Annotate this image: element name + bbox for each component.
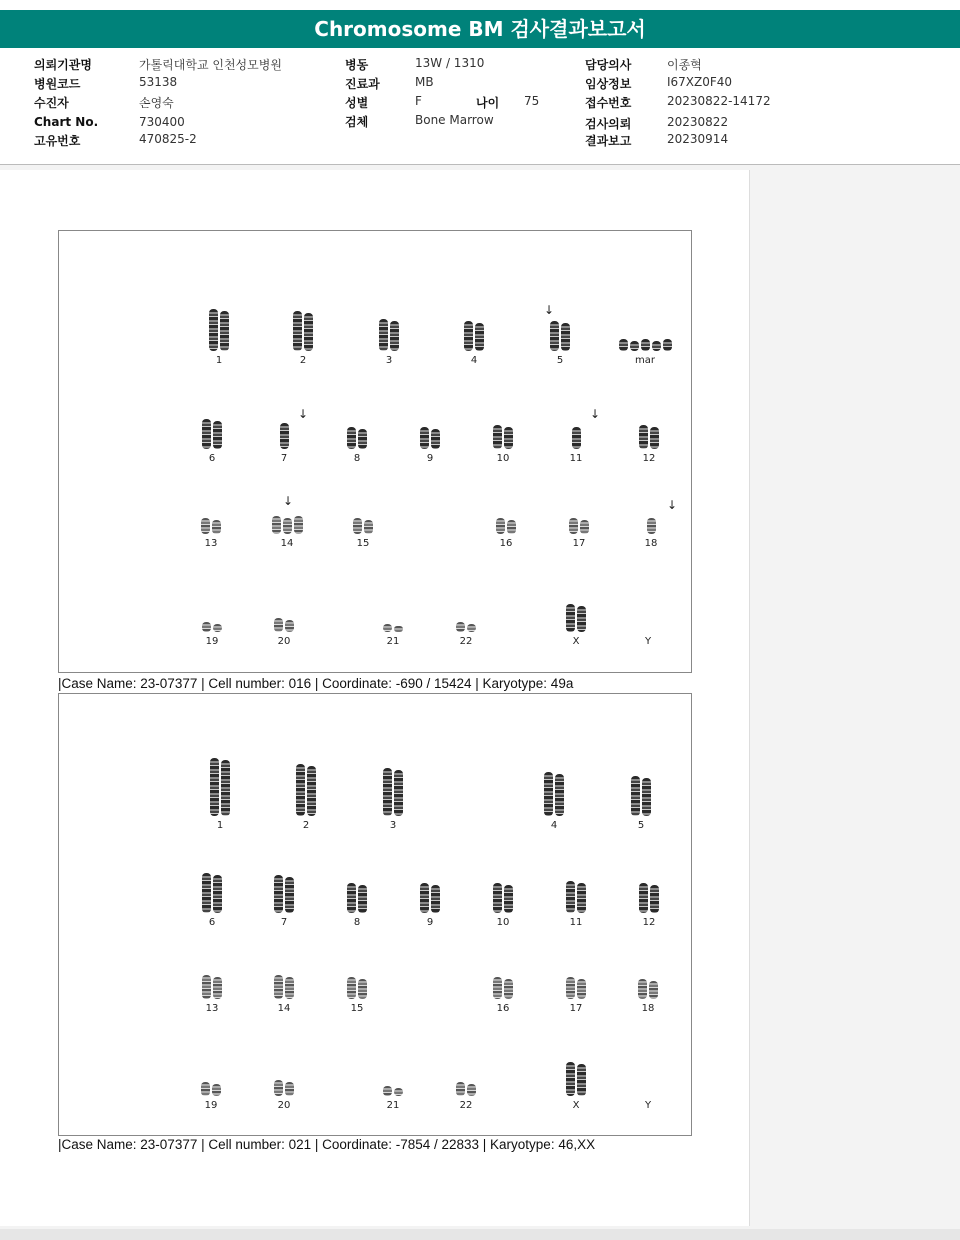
chromosome-pair-14 — [274, 975, 294, 999]
chromosome-glyph — [390, 321, 399, 351]
chromosome-pair-13 — [202, 975, 222, 999]
chromosome-glyph — [296, 764, 305, 816]
chromosome-glyph — [566, 977, 575, 999]
chromosome-pair-18 — [647, 518, 656, 534]
chromosome-glyph — [213, 421, 222, 449]
chromosome-label-5: 5 — [556, 355, 564, 366]
chromosome-glyph — [347, 427, 356, 449]
chromosome-pair-X — [566, 604, 586, 632]
chromosome-glyph — [555, 774, 564, 816]
chromosome-glyph — [201, 1082, 210, 1096]
chromosome-pair-7 — [274, 875, 294, 913]
chromosome-glyph — [364, 520, 373, 534]
chromosome-glyph — [650, 427, 659, 449]
chromosome-glyph — [464, 321, 473, 351]
chromosome-glyph — [504, 979, 513, 999]
label-hospital-code: 병원코드 — [34, 77, 81, 91]
chromosome-label-mar: mar — [635, 355, 655, 366]
label-chart-no: Chart No. — [34, 115, 99, 129]
chromosome-glyph — [285, 620, 294, 632]
chromosome-glyph — [496, 518, 505, 534]
karyogram-image-2 — [58, 693, 692, 1136]
value-receipt-no: 20230822-14172 — [667, 94, 771, 108]
chromosome-glyph — [209, 309, 218, 351]
chromosome-label-8: 8 — [353, 453, 361, 464]
chromosome-pair-10 — [493, 425, 513, 449]
chromosome-label-X: X — [572, 1100, 580, 1111]
label-patient: 수진자 — [34, 96, 69, 110]
chromosome-glyph — [304, 313, 313, 351]
chromosome-pair-12 — [639, 425, 659, 449]
chromosome-glyph — [639, 883, 648, 913]
label-unique-no: 고유번호 — [34, 134, 81, 148]
patient-info-header — [0, 48, 960, 165]
chromosome-label-14: 14 — [277, 1003, 291, 1014]
chromosome-label-1: 1 — [215, 355, 223, 366]
chromosome-glyph — [431, 429, 440, 449]
chromosome-pair-8 — [347, 883, 367, 913]
chromosome-label-1: 1 — [216, 820, 224, 831]
chromosome-glyph — [577, 883, 586, 913]
chromosome-glyph — [467, 1084, 476, 1096]
chromosome-glyph — [202, 873, 211, 913]
chromosome-label-X: X — [572, 636, 580, 647]
chromosome-glyph — [201, 518, 210, 534]
chromosome-pair-16 — [493, 977, 513, 999]
label-sex: 성별 — [345, 96, 369, 110]
chromosome-glyph — [561, 323, 570, 351]
chromosome-glyph — [379, 319, 388, 351]
chromosome-glyph — [285, 977, 294, 999]
chromosome-label-Y: Y — [644, 1100, 652, 1111]
value-specimen: Bone Marrow — [415, 113, 494, 127]
chromosome-label-14: 14 — [280, 538, 294, 549]
chromosome-label-19: 19 — [205, 636, 219, 647]
chromosome-label-20: 20 — [277, 636, 291, 647]
chromosome-pair-mar — [619, 339, 672, 351]
chromosome-glyph — [630, 341, 639, 351]
chromosome-glyph — [577, 979, 586, 999]
value-sex: F — [415, 94, 422, 108]
chromosome-glyph — [544, 772, 553, 816]
chromosome-glyph — [358, 429, 367, 449]
label-institution: 의뢰기관명 — [34, 58, 92, 72]
chromosome-glyph — [285, 877, 294, 913]
chromosome-glyph — [566, 1062, 575, 1096]
chromosome-label-7: 7 — [280, 917, 288, 928]
value-clinical-info: I67XZ0F40 — [667, 75, 733, 89]
chromosome-glyph — [566, 604, 575, 632]
chromosome-pair-10 — [493, 883, 513, 913]
chromosome-label-20: 20 — [277, 1100, 291, 1111]
chromosome-pair-4 — [464, 321, 484, 351]
chromosome-glyph — [507, 520, 516, 534]
chromosome-label-17: 17 — [569, 1003, 583, 1014]
value-unique-no: 470825-2 — [139, 132, 197, 146]
chromosome-label-6: 6 — [208, 453, 216, 464]
chromosome-glyph — [493, 977, 502, 999]
chromosome-label-16: 16 — [499, 538, 513, 549]
chromosome-glyph — [504, 885, 513, 913]
chromosome-glyph — [475, 323, 484, 351]
chromosome-glyph — [213, 977, 222, 999]
label-doctor: 담당의사 — [585, 58, 632, 72]
chromosome-glyph — [631, 776, 640, 816]
label-age: 나이 — [476, 96, 500, 110]
chromosome-label-11: 11 — [569, 453, 583, 464]
chromosome-glyph — [566, 881, 575, 913]
value-age: 75 — [524, 94, 540, 108]
chromosome-glyph — [577, 1064, 586, 1096]
chromosome-label-4: 4 — [550, 820, 558, 831]
chromosome-pair-1 — [210, 758, 230, 816]
chromosome-glyph — [493, 883, 502, 913]
chromosome-pair-18 — [638, 979, 658, 999]
abnormality-arrow-icon: ↓ — [283, 494, 294, 508]
label-clinical-info: 임상정보 — [585, 77, 632, 91]
chromosome-label-10: 10 — [496, 453, 510, 464]
chromosome-glyph — [274, 975, 283, 999]
chromosome-glyph — [202, 975, 211, 999]
chromosome-pair-20 — [274, 618, 294, 632]
value-chart-no: 730400 — [139, 115, 185, 129]
chromosome-label-4: 4 — [470, 355, 478, 366]
chromosome-label-12: 12 — [642, 917, 656, 928]
chromosome-glyph — [358, 885, 367, 913]
chromosome-glyph — [420, 427, 429, 449]
chromosome-label-22: 22 — [459, 1100, 473, 1111]
chromosome-label-18: 18 — [641, 1003, 655, 1014]
chromosome-label-22: 22 — [459, 636, 473, 647]
abnormality-arrow-icon: ↓ — [298, 407, 309, 421]
chromosome-glyph — [221, 760, 230, 816]
label-report-date: 결과보고 — [585, 134, 632, 148]
chromosome-glyph — [274, 875, 283, 913]
chromosome-glyph — [580, 520, 589, 534]
chromosome-glyph — [212, 1084, 221, 1096]
chromosome-glyph — [550, 321, 559, 351]
chromosome-glyph — [619, 339, 628, 351]
report-title: Chromosome BM 검사결과보고서 — [0, 10, 960, 48]
chromosome-glyph — [353, 518, 362, 534]
chromosome-label-19: 19 — [204, 1100, 218, 1111]
chromosome-glyph — [213, 624, 222, 632]
chromosome-glyph — [394, 1088, 403, 1096]
chromosome-pair-14 — [272, 516, 303, 534]
abnormality-arrow-icon: ↓ — [590, 407, 601, 421]
label-department: 진료과 — [345, 77, 380, 91]
chromosome-pair-16 — [496, 518, 516, 534]
chromosome-glyph — [493, 425, 502, 449]
chromosome-pair-19 — [202, 622, 222, 632]
chromosome-pair-15 — [347, 977, 367, 999]
chromosome-glyph — [431, 885, 440, 913]
chromosome-label-13: 13 — [205, 1003, 219, 1014]
chromosome-label-10: 10 — [496, 917, 510, 928]
chromosome-label-21: 21 — [386, 1100, 400, 1111]
value-department: MB — [415, 75, 434, 89]
chromosome-pair-1 — [209, 309, 229, 351]
chromosome-pair-8 — [347, 427, 367, 449]
chromosome-glyph — [638, 979, 647, 999]
chromosome-label-7: 7 — [280, 453, 288, 464]
chromosome-pair-17 — [566, 977, 586, 999]
chromosome-pair-22 — [456, 1082, 476, 1096]
chromosome-glyph — [202, 419, 211, 449]
chromosome-glyph — [383, 768, 392, 816]
chromosome-pair-17 — [569, 518, 589, 534]
chromosome-pair-22 — [456, 622, 476, 632]
chromosome-glyph — [212, 520, 221, 534]
chromosome-label-2: 2 — [302, 820, 310, 831]
chromosome-glyph — [663, 339, 672, 351]
chromosome-label-13: 13 — [204, 538, 218, 549]
chromosome-pair-11 — [572, 427, 581, 449]
chromosome-pair-3 — [383, 768, 403, 816]
chromosome-label-15: 15 — [356, 538, 370, 549]
chromosome-pair-19 — [201, 1082, 221, 1096]
chromosome-pair-9 — [420, 883, 440, 913]
chromosome-glyph — [420, 883, 429, 913]
chromosome-glyph — [213, 875, 222, 913]
value-patient: 손영숙 — [139, 96, 174, 110]
chromosome-glyph — [649, 981, 658, 999]
chromosome-label-9: 9 — [426, 453, 434, 464]
value-report-date: 20230914 — [667, 132, 729, 146]
value-ward: 13W / 1310 — [415, 56, 485, 70]
chromosome-glyph — [202, 622, 211, 632]
karyogram-caption-2: |Case Name: 23-07377 | Cell number: 021 | Coordinate: -7854 / 22833 | Karyotype: 46,XX — [58, 1137, 596, 1152]
chromosome-pair-21 — [383, 624, 403, 632]
chromosome-label-11: 11 — [569, 917, 583, 928]
chromosome-pair-5 — [631, 776, 651, 816]
chromosome-pair-11 — [566, 881, 586, 913]
chromosome-glyph — [210, 758, 219, 816]
label-request-date: 검사의뢰 — [585, 117, 632, 131]
bottom-strip — [0, 1229, 960, 1240]
chromosome-label-Y: Y — [644, 636, 652, 647]
chromosome-glyph — [639, 425, 648, 449]
chromosome-glyph — [358, 979, 367, 999]
chromosome-pair-2 — [296, 764, 316, 816]
chromosome-label-21: 21 — [386, 636, 400, 647]
chromosome-glyph — [467, 624, 476, 632]
chromosome-pair-3 — [379, 319, 399, 351]
chromosome-pair-4 — [544, 772, 564, 816]
abnormality-arrow-icon: ↓ — [544, 303, 555, 317]
chromosome-glyph — [456, 1082, 465, 1096]
value-hospital-code: 53138 — [139, 75, 178, 89]
chromosome-glyph — [394, 626, 403, 632]
chromosome-pair-6 — [202, 873, 222, 913]
karyogram-image-1 — [58, 230, 692, 673]
label-ward: 병동 — [345, 58, 369, 72]
chromosome-label-15: 15 — [350, 1003, 364, 1014]
chromosome-glyph — [504, 427, 513, 449]
chromosome-label-8: 8 — [353, 917, 361, 928]
chromosome-glyph — [274, 618, 283, 632]
chromosome-label-5: 5 — [637, 820, 645, 831]
chromosome-glyph — [569, 518, 578, 534]
chromosome-glyph — [383, 1086, 392, 1096]
chromosome-glyph — [652, 341, 661, 351]
chromosome-glyph — [647, 518, 656, 534]
chromosome-glyph — [456, 622, 465, 632]
chromosome-label-18: 18 — [644, 538, 658, 549]
value-request-date: 20230822 — [667, 115, 729, 129]
chromosome-glyph — [220, 311, 229, 351]
chromosome-glyph — [285, 1082, 294, 1096]
top-strip — [0, 0, 960, 10]
value-doctor: 이종혁 — [667, 58, 702, 72]
chromosome-label-9: 9 — [426, 917, 434, 928]
chromosome-glyph — [280, 423, 289, 449]
chromosome-label-3: 3 — [389, 820, 397, 831]
chromosome-glyph — [577, 606, 586, 632]
chromosome-glyph — [642, 778, 651, 816]
chromosome-pair-12 — [639, 883, 659, 913]
chromosome-glyph — [650, 885, 659, 913]
chromosome-pair-9 — [420, 427, 440, 449]
chromosome-pair-2 — [293, 311, 313, 351]
chromosome-pair-21 — [383, 1086, 403, 1096]
chromosome-glyph — [274, 1080, 283, 1096]
chromosome-pair-13 — [201, 518, 221, 534]
chromosome-glyph — [347, 883, 356, 913]
chromosome-label-3: 3 — [385, 355, 393, 366]
chromosome-pair-15 — [353, 518, 373, 534]
karyogram-caption-1: |Case Name: 23-07377 | Cell number: 016 | Coordinate: -690 / 15424 | Karyotype: 49a — [58, 676, 574, 691]
chromosome-glyph — [383, 624, 392, 632]
abnormality-arrow-icon: ↓ — [667, 498, 678, 512]
value-institution: 가톨릭대학교 인천성모병원 — [139, 58, 282, 72]
chromosome-pair-6 — [202, 419, 222, 449]
chromosome-pair-X — [566, 1062, 586, 1096]
chromosome-label-17: 17 — [572, 538, 586, 549]
chromosome-glyph — [283, 518, 292, 534]
chromosome-pair-5 — [550, 321, 570, 351]
chromosome-label-2: 2 — [299, 355, 307, 366]
chromosome-glyph — [394, 770, 403, 816]
chromosome-pair-7 — [280, 423, 289, 449]
label-receipt-no: 접수번호 — [585, 96, 632, 110]
label-specimen: 검체 — [345, 115, 369, 129]
chromosome-glyph — [641, 339, 650, 351]
chromosome-glyph — [307, 766, 316, 816]
chromosome-glyph — [272, 516, 281, 534]
chromosome-label-6: 6 — [208, 917, 216, 928]
chromosome-label-16: 16 — [496, 1003, 510, 1014]
chromosome-glyph — [293, 311, 302, 351]
chromosome-glyph — [572, 427, 581, 449]
chromosome-glyph — [294, 516, 303, 534]
chromosome-glyph — [347, 977, 356, 999]
chromosome-pair-20 — [274, 1080, 294, 1096]
chromosome-label-12: 12 — [642, 453, 656, 464]
